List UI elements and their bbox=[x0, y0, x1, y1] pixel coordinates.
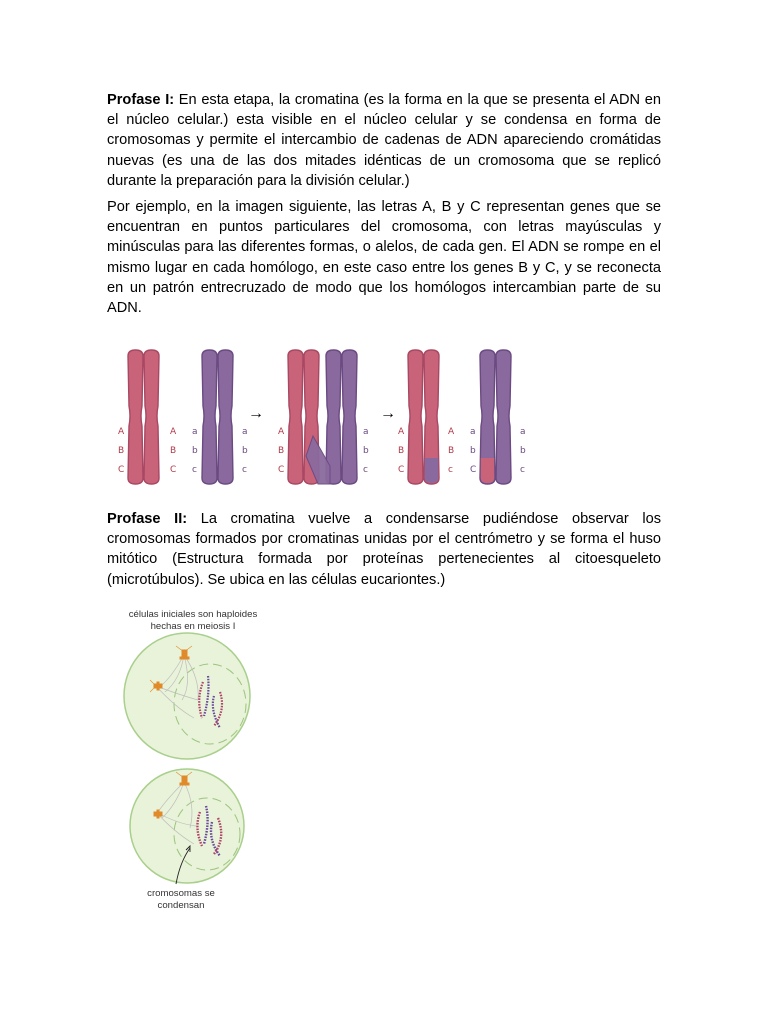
chromatid-pink bbox=[288, 350, 303, 484]
heading-profase-1: Profase I: bbox=[107, 92, 175, 108]
paragraph-profase-1 bbox=[107, 90, 661, 191]
mixed-gene-label: B bbox=[448, 446, 455, 456]
chromatid-purple bbox=[496, 350, 511, 484]
meiosis-figure bbox=[110, 600, 270, 890]
upper-gene-label: C bbox=[170, 465, 177, 475]
text-profase-1: En esta etapa, la cromatina (es la forma en la que se presenta el ADN en el núcleo celular.) esta visible en el núcleo celular y se condensa en forma de cromosomas y permite el intercambio de cadenas de ADN apareciendo cromátidas nuevas (es una de las dos mitades idénticas de un cromosoma que se replicó durante la preparación para la división celular.) bbox=[107, 92, 661, 189]
chromatid-purple-recombined bbox=[480, 350, 495, 484]
lower-gene-label: b bbox=[192, 446, 198, 456]
chromatid-pink bbox=[128, 350, 143, 484]
cell-bottom bbox=[130, 769, 244, 884]
upper-gene-label: B bbox=[278, 446, 285, 456]
chromatid-pink-recombined bbox=[424, 350, 439, 484]
chromatid-pink bbox=[144, 350, 159, 484]
chromatid-pink bbox=[408, 350, 423, 484]
lower-gene-label: a bbox=[242, 427, 248, 437]
upper-gene-label: C bbox=[118, 465, 125, 475]
upper-gene-label: A bbox=[398, 427, 405, 437]
lower-gene-label: c bbox=[520, 465, 525, 475]
lower-gene-label: c bbox=[242, 465, 247, 475]
upper-gene-label: B bbox=[398, 446, 405, 456]
paragraph-profase-2 bbox=[107, 509, 661, 590]
lower-gene-label: c bbox=[363, 465, 368, 475]
arrow-icon: → bbox=[380, 405, 396, 422]
mixed-gene-label: A bbox=[448, 427, 455, 437]
mixed-gene-label: c bbox=[448, 465, 453, 475]
upper-gene-label: C bbox=[398, 465, 405, 475]
heading-profase-2: Profase II: bbox=[107, 511, 188, 527]
arrow-icon: → bbox=[248, 405, 264, 422]
lower-gene-label: b bbox=[363, 446, 369, 456]
upper-gene-label: B bbox=[170, 446, 177, 456]
mixed-gene-label: b bbox=[470, 446, 476, 456]
lower-gene-label: a bbox=[520, 427, 526, 437]
crossover-figure bbox=[108, 346, 538, 488]
mixed-gene-label: a bbox=[470, 427, 476, 437]
caption-initial-cells: células iniciales son haploides hechas en meiosis I bbox=[128, 609, 258, 632]
cell-top bbox=[124, 633, 250, 759]
caption-condense: cromosomas se condensan bbox=[147, 888, 215, 911]
paragraph-example: Por ejemplo, en la imagen siguiente, las letras A, B y C representan genes que se encuentran en puntos particulares del cromosoma, con letras mayúsculas y minúsculas para las diferentes formas, o alelos, de cada gen. El ADN se rompe en el mismo lugar en cada homólogo, en este caso entre los genes B y C, y se reconecta en un patrón entrecruzado de modo que los homólogos intercambian parte de su ADN. bbox=[107, 199, 661, 317]
upper-gene-label: A bbox=[118, 427, 125, 437]
upper-gene-label: C bbox=[278, 465, 285, 475]
lower-gene-label: b bbox=[520, 446, 526, 456]
lower-gene-label: a bbox=[192, 427, 198, 437]
lower-gene-label: b bbox=[242, 446, 248, 456]
lower-gene-label: a bbox=[363, 427, 369, 437]
upper-gene-label: A bbox=[170, 427, 177, 437]
mixed-gene-label: C bbox=[470, 465, 477, 475]
chromatid-purple bbox=[202, 350, 217, 484]
upper-gene-label: A bbox=[278, 427, 285, 437]
upper-gene-label: B bbox=[118, 446, 125, 456]
chromatid-purple bbox=[218, 350, 233, 484]
text-profase-2: La cromatina vuelve a condensarse pudiéndose observar los cromosomas formados por cromatinas unidas por el centrómetro y se forma el huso mitótico (Estructura formada por proteínas pertenecientes al citoesqueleto (microtúbulos). Se ubica en las células eucariontes.) bbox=[107, 511, 661, 588]
lower-gene-label: c bbox=[192, 465, 197, 475]
chromatid-purple bbox=[342, 350, 357, 484]
